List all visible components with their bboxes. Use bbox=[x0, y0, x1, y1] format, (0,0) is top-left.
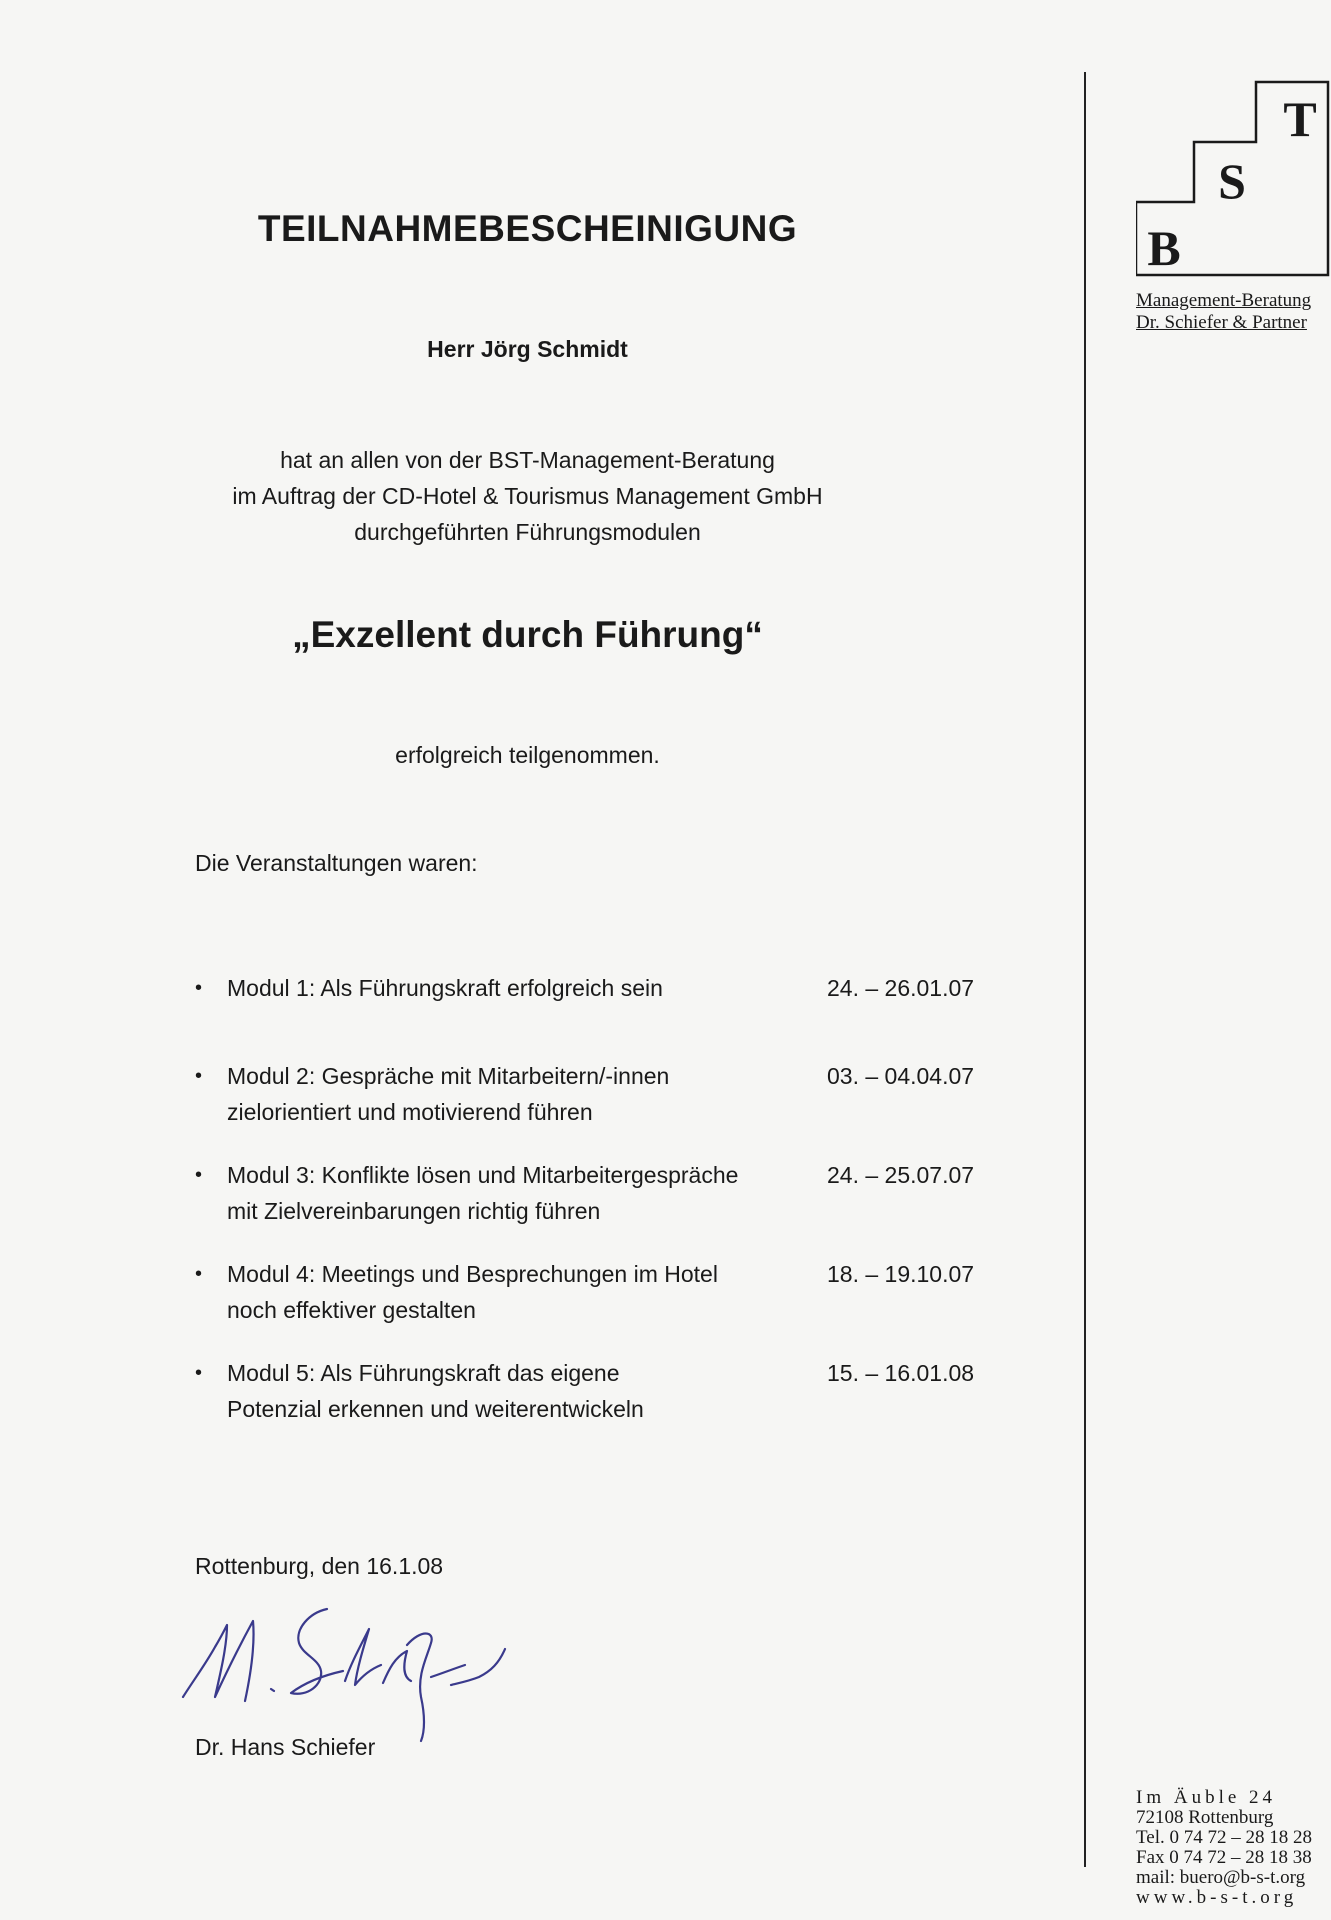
bullet-icon: • bbox=[195, 977, 203, 999]
bullet-icon: • bbox=[195, 1164, 203, 1186]
module-text bbox=[227, 1157, 802, 1229]
bst-logo bbox=[1136, 80, 1331, 280]
module-date: 15. – 16.01.08 bbox=[827, 1360, 975, 1386]
module-line-1: Modul 3: Konflikte lösen und Mitarbeitergespräche bbox=[227, 1162, 739, 1188]
module-text bbox=[227, 970, 802, 1006]
company-line-1: Management-Beratung bbox=[1136, 290, 1312, 311]
module-date: 24. – 25.07.07 bbox=[827, 1162, 975, 1188]
bullet-icon: • bbox=[195, 1263, 203, 1285]
logo-letter-b: B bbox=[1147, 220, 1181, 276]
address-mail: mail: buero@b-s-t.org bbox=[1136, 1867, 1306, 1888]
module-date: 24. – 26.01.07 bbox=[827, 975, 975, 1001]
module-line-1: Modul 4: Meetings und Besprechungen im Hotel bbox=[227, 1261, 718, 1287]
module-line-1: Modul 2: Gespräche mit Mitarbeitern/-innen bbox=[227, 1063, 670, 1089]
success-text: erfolgreich teilgenommen. bbox=[395, 742, 660, 768]
module-line-2: Potenzial erkennen und weiterentwickeln bbox=[227, 1396, 644, 1422]
address-web: www.b-s-t.org bbox=[1136, 1887, 1298, 1908]
course-title: „Exzellent durch Führung“ bbox=[292, 614, 763, 655]
handwritten-signature bbox=[175, 1585, 515, 1745]
module-text bbox=[227, 1355, 802, 1427]
module-line-1: Modul 5: Als Führungskraft das eigene bbox=[227, 1360, 620, 1386]
module-line-1: Modul 1: Als Führungskraft erfolgreich sein bbox=[227, 975, 663, 1001]
address-city: 72108 Rottenburg bbox=[1136, 1807, 1274, 1828]
document-title: TEILNAHMEBESCHEINIGUNG bbox=[257, 208, 798, 249]
module-line-2: noch effektiver gestalten bbox=[227, 1297, 476, 1323]
module-text bbox=[227, 1256, 802, 1328]
company-address bbox=[1136, 1788, 1331, 1908]
intro-text bbox=[150, 442, 905, 550]
intro-line-1: hat an allen von der BST-Management-Beratung bbox=[280, 447, 775, 473]
module-date: 03. – 04.04.07 bbox=[827, 1063, 975, 1089]
logo-letter-s: S bbox=[1218, 153, 1246, 209]
place-and-date: Rottenburg, den 16.1.08 bbox=[195, 1553, 444, 1579]
bullet-icon: • bbox=[195, 1362, 203, 1384]
module-text bbox=[227, 1058, 802, 1130]
module-line-2: mit Zielvereinbarungen richtig führen bbox=[227, 1198, 601, 1224]
module-date: 18. – 19.10.07 bbox=[827, 1261, 975, 1287]
module-line-2: zielorientiert und motivierend führen bbox=[227, 1099, 593, 1125]
address-street: Im Äuble 24 bbox=[1136, 1787, 1277, 1808]
vertical-divider bbox=[1084, 72, 1086, 1867]
signer-name: Dr. Hans Schiefer bbox=[195, 1734, 376, 1760]
intro-line-3: durchgeführten Führungsmodulen bbox=[354, 519, 701, 545]
address-tel: Tel. 0 74 72 – 28 18 28 bbox=[1136, 1827, 1312, 1848]
logo-letter-t: T bbox=[1283, 91, 1317, 147]
company-name bbox=[1136, 290, 1331, 334]
intro-line-2: im Auftrag der CD-Hotel & Tourismus Management GmbH bbox=[232, 483, 823, 509]
events-intro: Die Veranstaltungen waren: bbox=[195, 850, 478, 876]
recipient-name: Herr Jörg Schmidt bbox=[427, 336, 628, 362]
bullet-icon: • bbox=[195, 1065, 203, 1087]
company-line-2: Dr. Schiefer & Partner bbox=[1136, 312, 1307, 333]
address-fax: Fax 0 74 72 – 28 18 38 bbox=[1136, 1847, 1312, 1868]
